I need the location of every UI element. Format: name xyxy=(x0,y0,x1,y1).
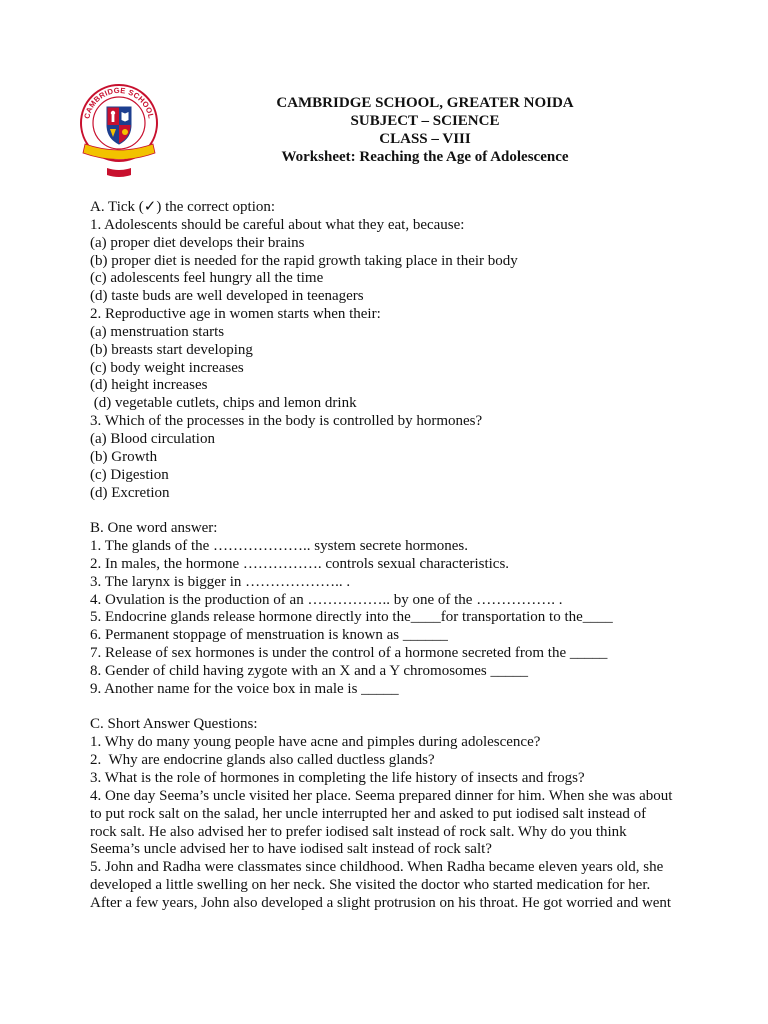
option-a1-b: (b) proper diet is needed for the rapid growth taking place in their body xyxy=(90,252,518,269)
class-line: CLASS – VIII xyxy=(379,131,471,147)
question-a1 xyxy=(90,217,750,306)
question-c4-line-4: Seema’s uncle advised her to have iodised salt instead of rock salt? xyxy=(90,841,492,858)
option-a2-c: (c) body weight increases xyxy=(90,359,244,376)
question-c1 xyxy=(90,734,750,752)
logo-text: CAMBRIDGE SCHOOL xyxy=(82,85,156,120)
fill-blank-b5: 5. Endocrine glands release hormone directly into the____for transportation to the____ xyxy=(90,609,613,626)
option-a3-a: (a) Blood circulation xyxy=(90,430,215,447)
question-c4-line-2: to put rock salt on the salad, her uncle interrupted her and asked to put iodised salt instead of xyxy=(90,805,647,822)
question-c1-line: 1. Why do many young people have acne and pimples during adolescence? xyxy=(90,734,541,751)
fill-blank-b3: 3. The larynx is bigger in ……………….. . xyxy=(90,573,351,590)
section-b-heading: B. One word answer: xyxy=(90,520,218,537)
section-spacer xyxy=(90,502,750,520)
question-c4-line-3: rock salt. He also advised her to prefer iodised salt instead of rock salt. Why do you think xyxy=(90,823,627,840)
fill-blank-b6: 6. Permanent stoppage of menstruation is known as ______ xyxy=(90,627,448,644)
question-a3-text: 3. Which of the processes in the body is controlled by hormones? xyxy=(90,413,483,430)
option-a3-d: (d) Excretion xyxy=(90,484,170,501)
school-name: CAMBRIDGE SCHOOL, GREATER NOIDA xyxy=(276,95,574,111)
section-a xyxy=(90,199,750,502)
question-c4-line-1: 4. One day Seema’s uncle visited her place. Seema prepared dinner for him. When she was about xyxy=(90,787,673,804)
subject-line: SUBJECT – SCIENCE xyxy=(350,113,500,129)
fill-blank-b4: 4. Ovulation is the production of an …………….. by one of the ……………. . xyxy=(90,591,563,608)
section-a-heading: A. Tick (✓) the correct option: xyxy=(90,199,276,215)
question-c5 xyxy=(90,859,750,913)
option-a3-c: (c) Digestion xyxy=(90,466,169,483)
fill-blank-b2: 2. In males, the hormone ……………. controls sexual characteristics. xyxy=(90,555,510,572)
section-spacer xyxy=(90,699,750,717)
option-a2-b: (b) breasts start developing xyxy=(90,341,253,358)
question-a1-text: 1. Adolescents should be careful about what they eat, because: xyxy=(90,216,465,233)
fill-blank-b8: 8. Gender of child having zygote with an X and a Y chromosomes _____ xyxy=(90,662,528,679)
question-a2-text: 2. Reproductive age in women starts when their: xyxy=(90,306,381,323)
option-a2-a: (a) menstruation starts xyxy=(90,323,225,340)
question-c5-line-2: developed a little swelling on her neck. She visited the doctor who started medication for her. xyxy=(90,877,651,894)
worksheet-title: Worksheet: Reaching the Age of Adolescence xyxy=(281,149,569,165)
worksheet-body xyxy=(90,199,750,913)
option-a1-d: (d) taste buds are well developed in teenagers xyxy=(90,288,364,305)
option-a1-a: (a) proper diet develops their brains xyxy=(90,234,305,251)
section-b xyxy=(90,520,750,698)
option-a2-d: (d) height increases xyxy=(90,377,208,394)
question-c2-line: 2. Why are endocrine glands also called ductless glands? xyxy=(90,752,435,769)
question-c3 xyxy=(90,770,750,788)
section-c-heading: C. Short Answer Questions: xyxy=(90,716,258,733)
option-a2-d-extra: (d) vegetable cutlets, chips and lemon drink xyxy=(90,395,357,412)
fill-blank-b7: 7. Release of sex hormones is under the control of a hormone secreted from the _____ xyxy=(90,645,608,662)
worksheet-header xyxy=(225,94,625,166)
question-c5-line-1: 5. John and Radha were classmates since childhood. When Radha became eleven years old, she xyxy=(90,859,664,876)
logo-base-banner xyxy=(107,168,131,177)
fill-blank-b1: 1. The glands of the ……………….. system secrete hormones. xyxy=(90,538,468,555)
school-logo xyxy=(77,82,161,182)
question-c5-line-3: After a few years, John also developed a slight protrusion on his throat. He got worried and went xyxy=(90,894,672,911)
question-c4 xyxy=(90,788,750,859)
question-a3 xyxy=(90,413,750,502)
option-a1-c: (c) adolescents feel hungry all the time xyxy=(90,270,324,287)
fill-blank-b9: 9. Another name for the voice box in male is _____ xyxy=(90,680,399,697)
question-c2 xyxy=(90,752,750,770)
question-c3-line: 3. What is the role of hormones in completing the life history of insects and frogs? xyxy=(90,770,585,786)
question-a2 xyxy=(90,306,750,413)
section-c xyxy=(90,716,750,912)
option-a3-b: (b) Growth xyxy=(90,448,158,465)
